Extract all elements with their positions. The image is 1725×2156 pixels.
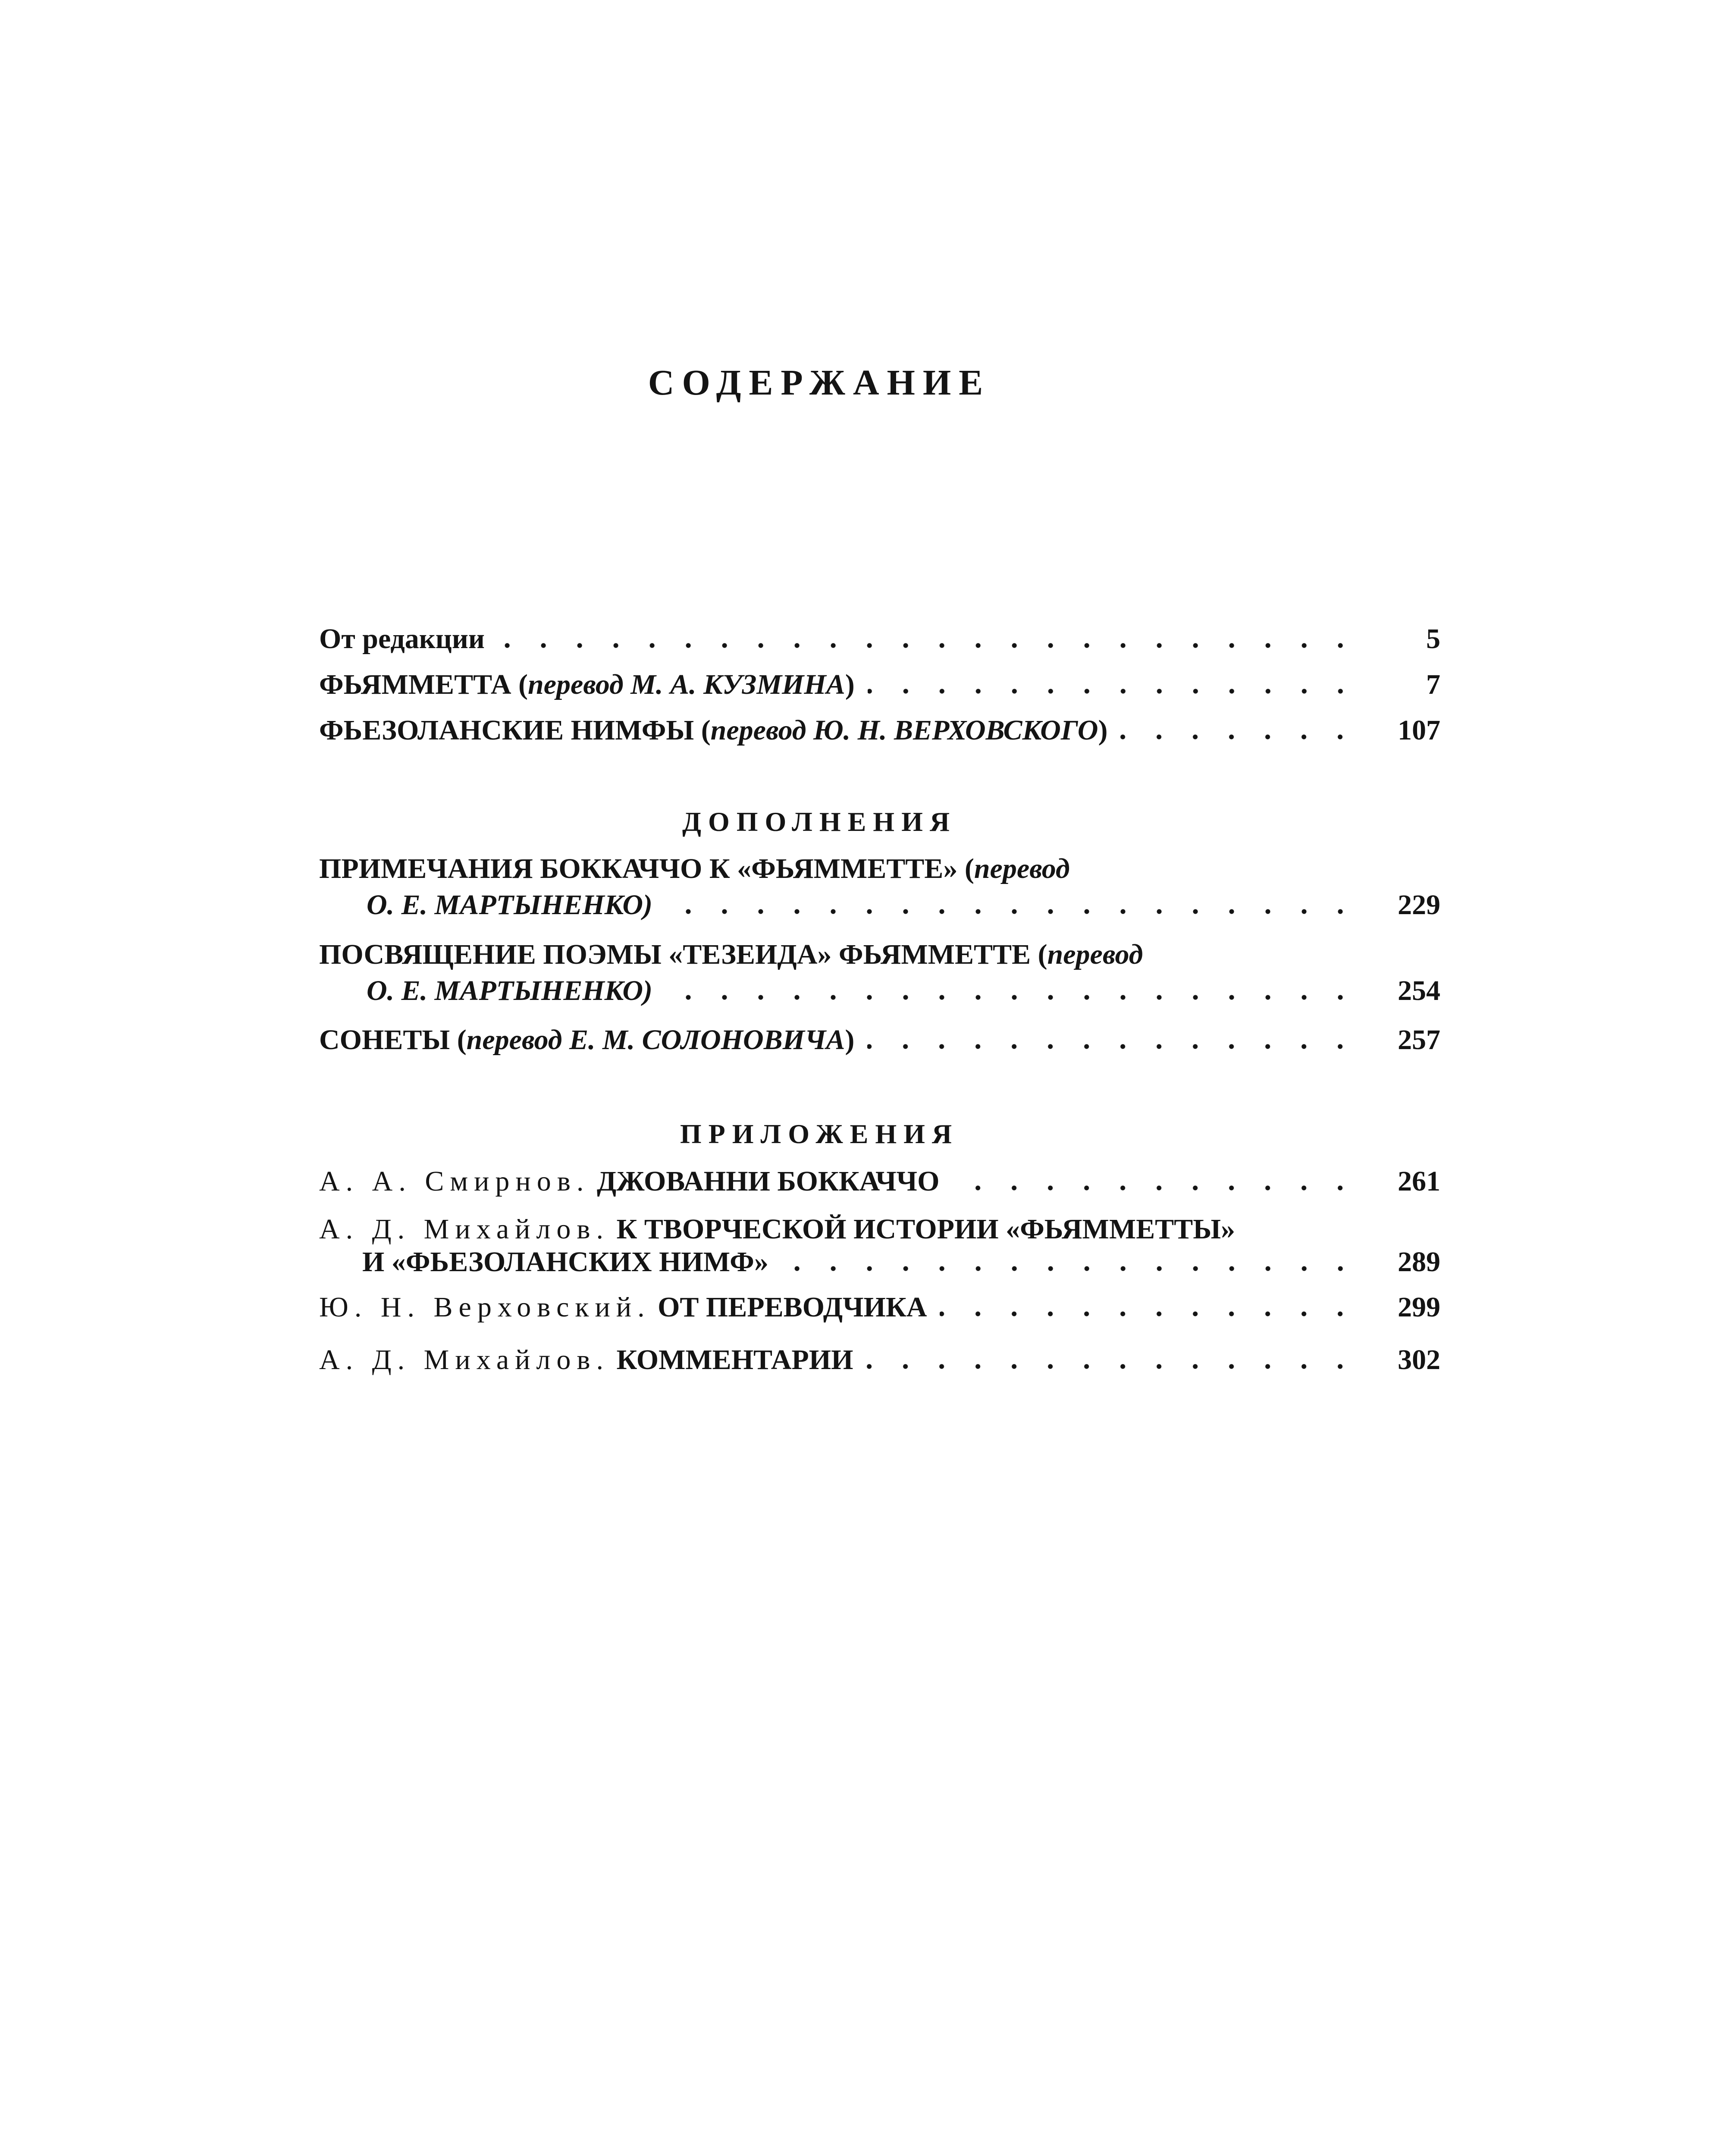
toc-page-number: 5 xyxy=(1426,623,1440,655)
toc-entry-author: А. Д. Михайлов. xyxy=(319,1344,610,1376)
toc-page-number: 299 xyxy=(1398,1291,1440,1323)
toc-page-number: 229 xyxy=(1398,889,1440,921)
toc-entry-title: Ю. Н. Верховский. ОТ ПЕРЕВОДЧИКА xyxy=(319,1291,927,1323)
toc-entry-title: ПОСВЯЩЕНИЕ ПОЭМЫ «ТЕЗЕИДА» ФЬЯММЕТТЕ (перевод xyxy=(319,939,1143,970)
leader-dots xyxy=(665,909,1358,915)
toc-page-number: 7 xyxy=(1426,669,1440,700)
toc-entry-title: От редакции xyxy=(319,623,485,655)
leader-dots xyxy=(952,1185,1358,1191)
toc-page-number: 302 xyxy=(1398,1344,1440,1376)
leader-dots xyxy=(1120,734,1358,740)
toc-entry-commentary[interactable] xyxy=(319,1342,1440,1378)
leader-dots xyxy=(866,1363,1358,1369)
toc-entry-verkhovsky[interactable] xyxy=(319,1289,1440,1326)
toc-entry-teseida-dedication[interactable] xyxy=(319,937,1440,1009)
page-title: СОДЕРЖАНИЕ xyxy=(648,363,991,403)
section-heading-supplements: ДОПОЛНЕНИЯ xyxy=(682,806,957,837)
section-heading-appendices: ПРИЛОЖЕНИЯ xyxy=(680,1119,959,1149)
toc-entry-author: А. Д. Михайлов. xyxy=(319,1213,610,1245)
toc-page-number: 289 xyxy=(1398,1246,1440,1278)
toc-entry-author: А. А. Смирнов. xyxy=(319,1166,590,1197)
leader-dots xyxy=(665,994,1358,1000)
toc-entry-translator: О. Е. МАРТЫНЕНКО) xyxy=(367,975,653,1006)
toc-entry-title: А. Д. Михайлов. КОММЕНТАРИИ xyxy=(319,1344,853,1376)
toc-entry-title: ФЬЯММЕТТА (перевод М. А. КУЗМИНА) xyxy=(319,669,855,700)
toc-entry-title: ПРИМЕЧАНИЯ БОККАЧЧО К «ФЬЯММЕТТЕ» (перевод xyxy=(319,853,1070,884)
toc-entry-title: СОНЕТЫ (перевод Е. М. СОЛОНОВИЧА) xyxy=(319,1024,855,1056)
leader-dots xyxy=(940,1311,1358,1317)
toc-entry-mikhailov-history[interactable] xyxy=(319,1214,1440,1279)
toc-entry-nymphs[interactable] xyxy=(319,712,1440,749)
toc-entry-editorial[interactable] xyxy=(319,621,1440,657)
leader-dots xyxy=(498,642,1358,649)
toc-entry-title: А. А. Смирнов. ДЖОВАННИ БОККАЧЧО xyxy=(319,1166,940,1197)
leader-dots xyxy=(781,1266,1358,1272)
toc-entry-title: А. Д. Михайлов. К ТВОРЧЕСКОЙ ИСТОРИИ «ФЬЯММЕТТЫ» xyxy=(319,1213,1235,1245)
toc-entry-title: ФЬЕЗОЛАНСКИЕ НИМФЫ (перевод Ю. Н. ВЕРХОВСКОГО) xyxy=(319,714,1108,746)
toc-entry-translator: О. Е. МАРТЫНЕНКО) xyxy=(367,889,653,921)
leader-dots xyxy=(867,1044,1358,1050)
toc-entry-author: Ю. Н. Верховский. xyxy=(319,1291,651,1323)
toc-page-number: 254 xyxy=(1398,975,1440,1006)
toc-page-number: 261 xyxy=(1398,1166,1440,1197)
toc-entry-title-continued: И «ФЬЕЗОЛАНСКИХ НИМФ» xyxy=(362,1246,768,1278)
toc-page-number: 107 xyxy=(1398,714,1440,746)
toc-entry-boccaccio-notes[interactable] xyxy=(319,851,1440,923)
toc-entry-sonnets[interactable] xyxy=(319,1022,1440,1058)
leader-dots xyxy=(868,688,1358,694)
toc-entry-fiammetta[interactable] xyxy=(319,667,1440,703)
toc-page-number: 257 xyxy=(1398,1024,1440,1056)
toc-entry-smirnov[interactable] xyxy=(319,1163,1440,1200)
